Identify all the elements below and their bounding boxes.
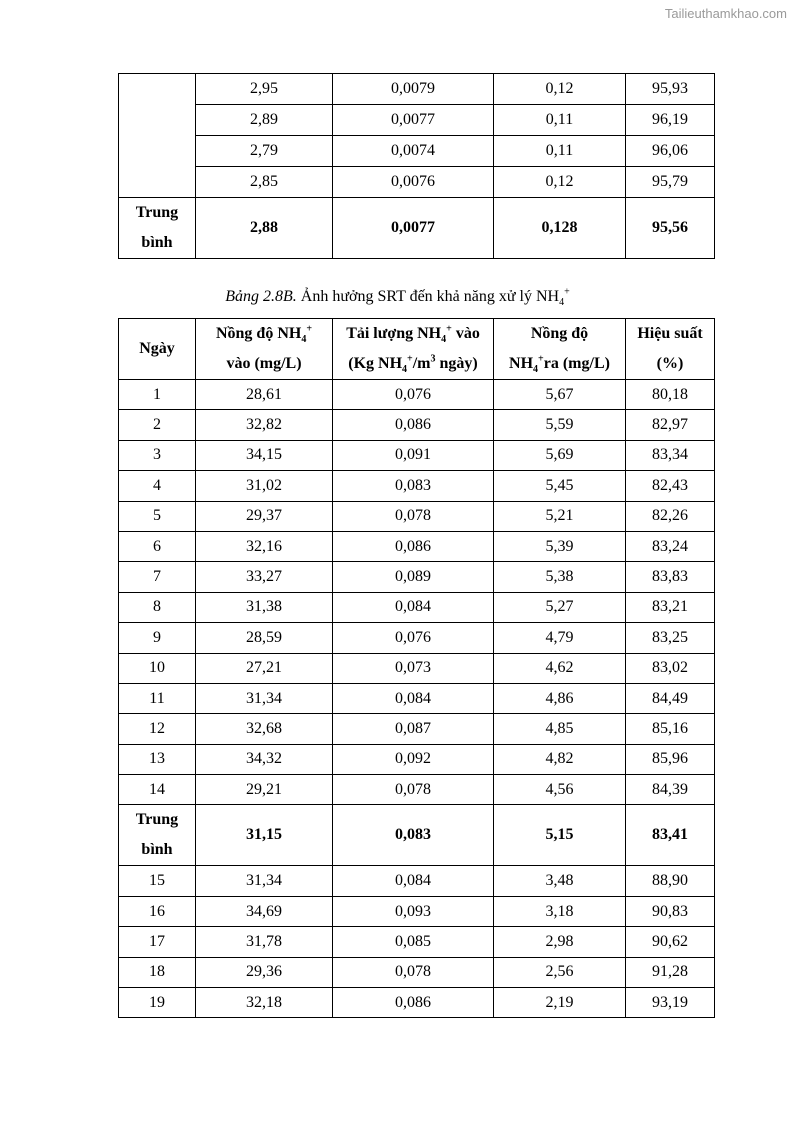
header-day: Ngày [119, 319, 196, 380]
table-cell: 12 [119, 714, 196, 744]
table-cell: 17 [119, 927, 196, 957]
table-cell: 0,12 [494, 167, 626, 198]
table-cell: 32,16 [196, 531, 333, 561]
table-cell: 28,61 [196, 380, 333, 410]
average-value: 95,56 [626, 198, 715, 259]
table-row [119, 623, 715, 653]
table-row [119, 410, 715, 440]
table-cell: 2,98 [494, 927, 626, 957]
table-cell: 95,79 [626, 167, 715, 198]
table-cell: 19 [119, 988, 196, 1018]
table-cell: 0,087 [333, 714, 494, 744]
table-row [119, 896, 715, 926]
table-cell: 34,69 [196, 896, 333, 926]
table-cell: 90,83 [626, 896, 715, 926]
table-cell: 1 [119, 380, 196, 410]
table-row [119, 531, 715, 561]
table-cell: 0,0074 [333, 136, 494, 167]
table-cell: 83,02 [626, 653, 715, 683]
table-cell: 2,79 [196, 136, 333, 167]
table-cell: 2,19 [494, 988, 626, 1018]
table-cell: 9 [119, 623, 196, 653]
table-row [119, 380, 715, 410]
header-nh4-out: Nồng độ $NH_4^+ra$ (mg/L) [494, 319, 626, 380]
table-row [119, 167, 715, 198]
table-cell: 3,18 [494, 896, 626, 926]
table-row [119, 927, 715, 957]
table-cell: 0,092 [333, 744, 494, 774]
average-label: Trung bình [119, 198, 196, 259]
table-cell: 16 [119, 896, 196, 926]
table-cell: 83,24 [626, 531, 715, 561]
table-cell: 32,68 [196, 714, 333, 744]
table-cell: 83,34 [626, 440, 715, 470]
table-cell: 0,089 [333, 562, 494, 592]
table-row [119, 74, 715, 105]
table-cell: 33,27 [196, 562, 333, 592]
table-cell: 31,38 [196, 592, 333, 622]
watermark: Tailieuthamkhao.com [664, 6, 787, 21]
table-row [119, 471, 715, 501]
table-cell: 80,18 [626, 380, 715, 410]
table-cell: 82,26 [626, 501, 715, 531]
table-cell: 2,85 [196, 167, 333, 198]
table-cell: 83,25 [626, 623, 715, 653]
table-cell: 84,39 [626, 775, 715, 805]
table-cell: 5 [119, 501, 196, 531]
table-cell: 27,21 [196, 653, 333, 683]
table-row [119, 988, 715, 1018]
caption-text: Ảnh hưởng SRT đến khả năng xử lý NH [300, 288, 560, 305]
table-cell: 0,078 [333, 501, 494, 531]
table-cell: 29,36 [196, 957, 333, 987]
table-cell: 96,06 [626, 136, 715, 167]
average-value: 5,15 [494, 805, 626, 866]
table-cell: 13 [119, 744, 196, 774]
table-row [119, 744, 715, 774]
average-row [119, 805, 715, 866]
table-cell: 31,02 [196, 471, 333, 501]
table-cell: 0,078 [333, 775, 494, 805]
table-cell: 0,076 [333, 380, 494, 410]
table-row [119, 136, 715, 167]
table-cell: 7 [119, 562, 196, 592]
table-cell: 4,79 [494, 623, 626, 653]
average-value: 31,15 [196, 805, 333, 866]
table-caption: Bảng 2.8B. Ảnh hưởng SRT đến khả năng xử lý $NH_4^+$ [225, 286, 570, 309]
table-row [119, 501, 715, 531]
table-cell: 0,093 [333, 896, 494, 926]
header-nh4-load: Tải lượng $NH_4^+$ vào (Kg $NH_4^+/m^3$ ngày) [333, 319, 494, 380]
table-row [119, 653, 715, 683]
table-cell: 4,82 [494, 744, 626, 774]
table-cell: 0,076 [333, 623, 494, 653]
table-cell: 29,37 [196, 501, 333, 531]
table-row [119, 957, 715, 987]
table-cell: 2,56 [494, 957, 626, 987]
table-cell: 14 [119, 775, 196, 805]
table-cell: 31,34 [196, 683, 333, 713]
table-cell: 4,85 [494, 714, 626, 744]
table-cell: 0,078 [333, 957, 494, 987]
table-cell: 3 [119, 440, 196, 470]
table-cell: 83,21 [626, 592, 715, 622]
empty-day-cell [119, 74, 196, 198]
table-cell: 32,82 [196, 410, 333, 440]
table-cell: 5,39 [494, 531, 626, 561]
table-cell: 0,0079 [333, 74, 494, 105]
header-nh4-in: Nồng độ $NH_4^+$ vào (mg/L) [196, 319, 333, 380]
table-row [119, 592, 715, 622]
table-cell: 90,62 [626, 927, 715, 957]
table-cell: 4,62 [494, 653, 626, 683]
table-cell: 4 [119, 471, 196, 501]
table-cell: 0,11 [494, 105, 626, 136]
caption-label: Bảng 2.8B. [225, 288, 297, 305]
table-cell: 6 [119, 531, 196, 561]
table-cell: 11 [119, 683, 196, 713]
table-cell: 5,27 [494, 592, 626, 622]
table-cell: 96,19 [626, 105, 715, 136]
table-row [119, 775, 715, 805]
table-row [119, 683, 715, 713]
table-cell: 0,11 [494, 136, 626, 167]
table-row [119, 440, 715, 470]
table-cell: 0,0076 [333, 167, 494, 198]
table-cell: 8 [119, 592, 196, 622]
table-cell: 10 [119, 653, 196, 683]
average-value: 0,0077 [333, 198, 494, 259]
table-cell: 34,32 [196, 744, 333, 774]
table-cell: 0,086 [333, 531, 494, 561]
table-row [119, 105, 715, 136]
table-cell: 34,15 [196, 440, 333, 470]
table-cell: 2,95 [196, 74, 333, 105]
average-value: 0,128 [494, 198, 626, 259]
table-cell: 0,091 [333, 440, 494, 470]
header-efficiency: Hiệu suất (%) [626, 319, 715, 380]
table-cell: 29,21 [196, 775, 333, 805]
table-cell: 31,78 [196, 927, 333, 957]
table-cell: 0,086 [333, 988, 494, 1018]
average-value: 83,41 [626, 805, 715, 866]
table-cell: 2,89 [196, 105, 333, 136]
table-cell: 88,90 [626, 866, 715, 896]
table-row [119, 866, 715, 896]
table-cell: 95,93 [626, 74, 715, 105]
table-cell: 82,43 [626, 471, 715, 501]
table-cell: 4,56 [494, 775, 626, 805]
table-cell: 0,073 [333, 653, 494, 683]
table-header-row [119, 319, 715, 380]
table-cell: 5,38 [494, 562, 626, 592]
table-cell: 82,97 [626, 410, 715, 440]
table-row [119, 714, 715, 744]
table-cell: 3,48 [494, 866, 626, 896]
average-label: Trung bình [119, 805, 196, 866]
table-cell: 0,12 [494, 74, 626, 105]
table-cell: 4,86 [494, 683, 626, 713]
table-row [119, 562, 715, 592]
table-cell: 84,49 [626, 683, 715, 713]
table-cell: 0,085 [333, 927, 494, 957]
table-cell: 85,96 [626, 744, 715, 774]
table-cell: 31,34 [196, 866, 333, 896]
table-cell: 5,69 [494, 440, 626, 470]
table-cell: 2 [119, 410, 196, 440]
table-cell: 5,59 [494, 410, 626, 440]
table-cell: 5,67 [494, 380, 626, 410]
table-cell: 18 [119, 957, 196, 987]
table-cell: 93,19 [626, 988, 715, 1018]
table-cell: 0,083 [333, 471, 494, 501]
average-row [119, 198, 715, 259]
table-cell: 0,084 [333, 866, 494, 896]
srt-nh4-table [118, 318, 715, 1018]
table-cell: 15 [119, 866, 196, 896]
table-cell: 85,16 [626, 714, 715, 744]
table-cell: 91,28 [626, 957, 715, 987]
average-value: 0,083 [333, 805, 494, 866]
table-cell: 0,084 [333, 592, 494, 622]
average-value: 2,88 [196, 198, 333, 259]
table-cell: 28,59 [196, 623, 333, 653]
table-cell: 0,086 [333, 410, 494, 440]
table-cell: 83,83 [626, 562, 715, 592]
table-cell: 32,18 [196, 988, 333, 1018]
table-cell: 0,0077 [333, 105, 494, 136]
table-cell: 0,084 [333, 683, 494, 713]
top-table-continuation [118, 73, 715, 259]
table-cell: 5,21 [494, 501, 626, 531]
table-cell: 5,45 [494, 471, 626, 501]
